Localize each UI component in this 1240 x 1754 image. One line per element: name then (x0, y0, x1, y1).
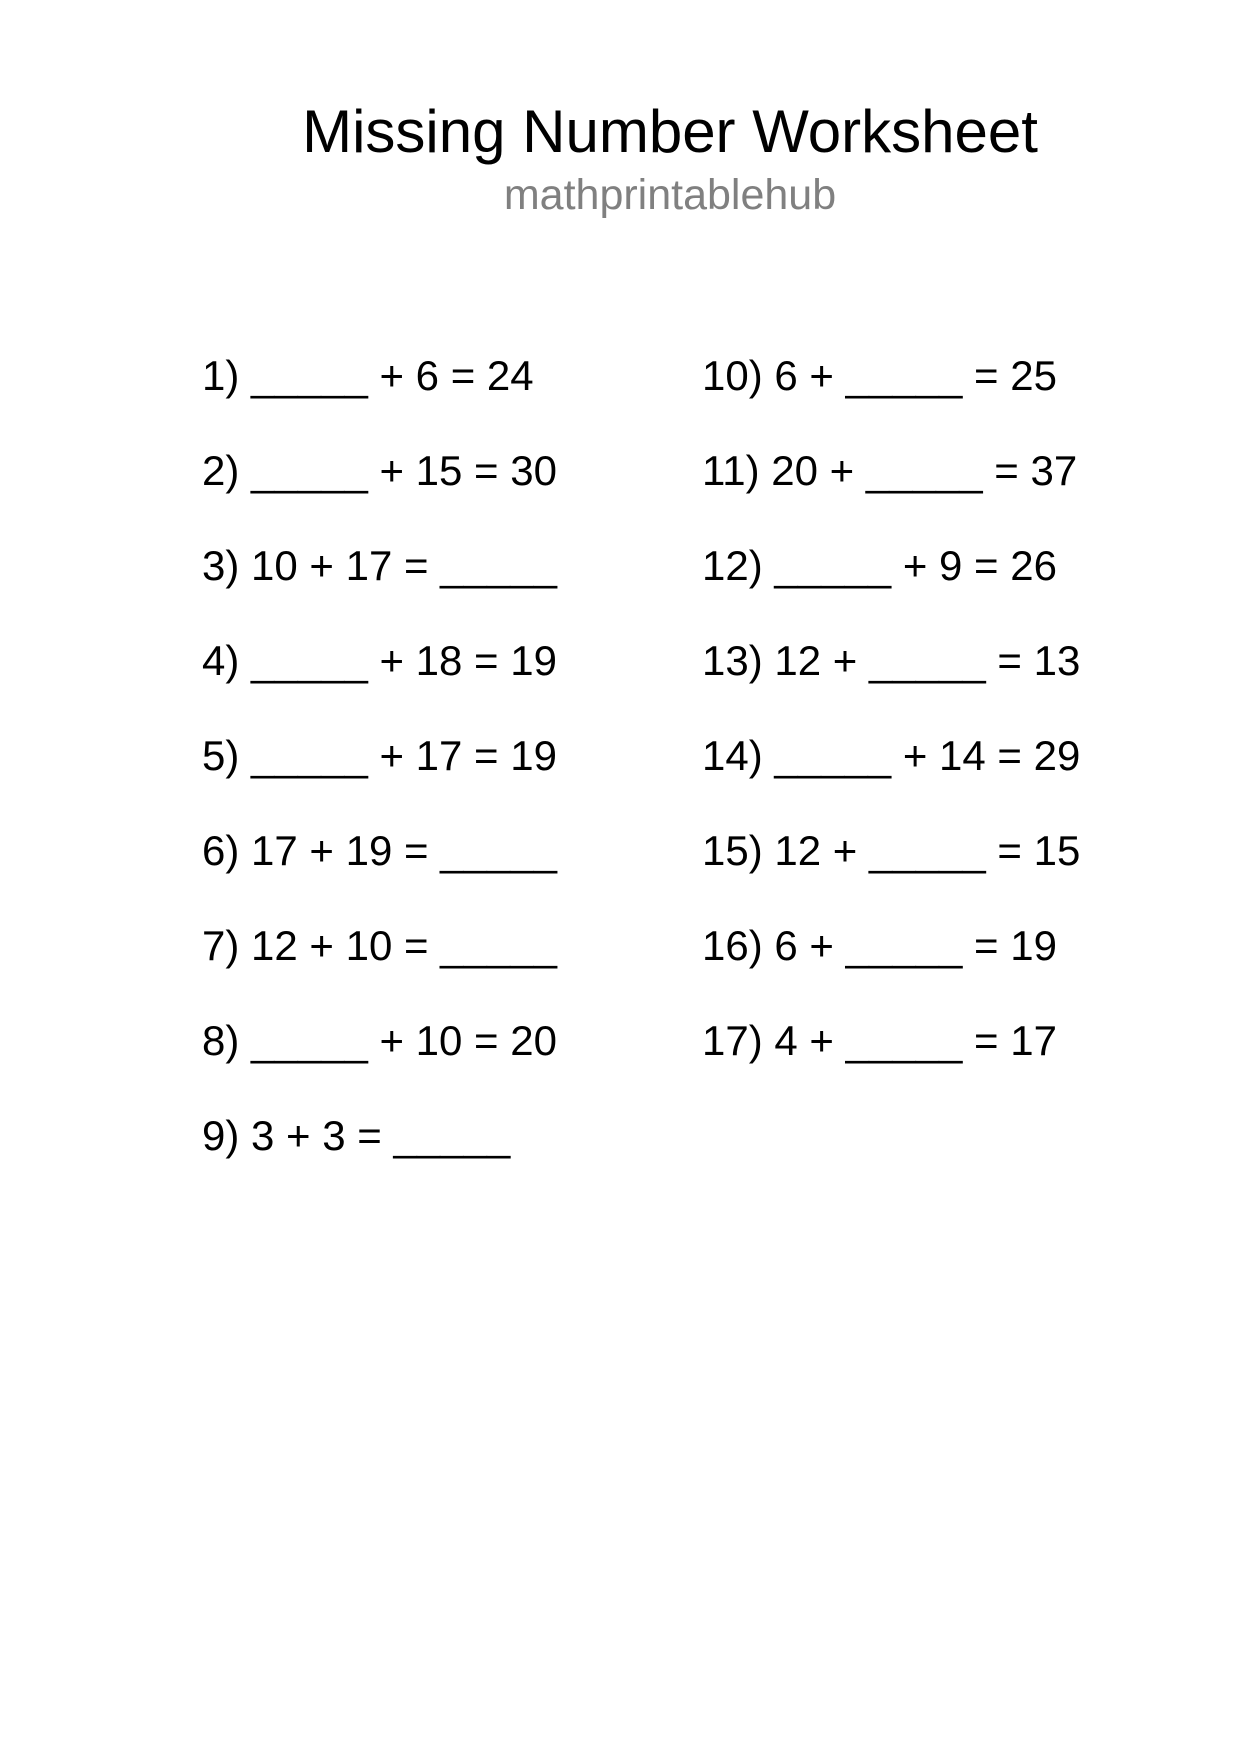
problem-14: 14) _____ + 14 = 29 (702, 732, 1081, 779)
problem-6: 6) 17 + 19 = _____ (202, 827, 557, 874)
problem-13: 13) 12 + _____ = 13 (702, 637, 1081, 684)
worksheet-header (270, 97, 1070, 223)
problem-17: 17) 4 + _____ = 17 (702, 1017, 1057, 1064)
problem-11: 11) 20 + _____ = 37 (702, 447, 1078, 494)
problem-10: 10) 6 + _____ = 25 (702, 352, 1057, 399)
page-subtitle: mathprintablehub (503, 171, 837, 219)
problem-7: 7) 12 + 10 = _____ (202, 922, 557, 969)
problem-12: 12) _____ + 9 = 26 (702, 542, 1057, 589)
problem-2: 2) _____ + 15 = 30 (202, 447, 557, 494)
problem-4: 4) _____ + 18 = 19 (202, 637, 557, 684)
problem-column-left (202, 348, 557, 1203)
problem-column-right (702, 348, 1080, 1108)
problem-5: 5) _____ + 17 = 19 (202, 732, 557, 779)
problem-1: 1) _____ + 6 = 24 (202, 352, 534, 399)
problem-9: 9) 3 + 3 = _____ (202, 1112, 511, 1159)
problem-16: 16) 6 + _____ = 19 (702, 922, 1057, 969)
problem-8: 8) _____ + 10 = 20 (202, 1017, 557, 1064)
problem-15: 15) 12 + _____ = 15 (702, 827, 1081, 874)
problem-3: 3) 10 + 17 = _____ (202, 542, 557, 589)
page-title: Missing Number Worksheet (302, 98, 1038, 165)
